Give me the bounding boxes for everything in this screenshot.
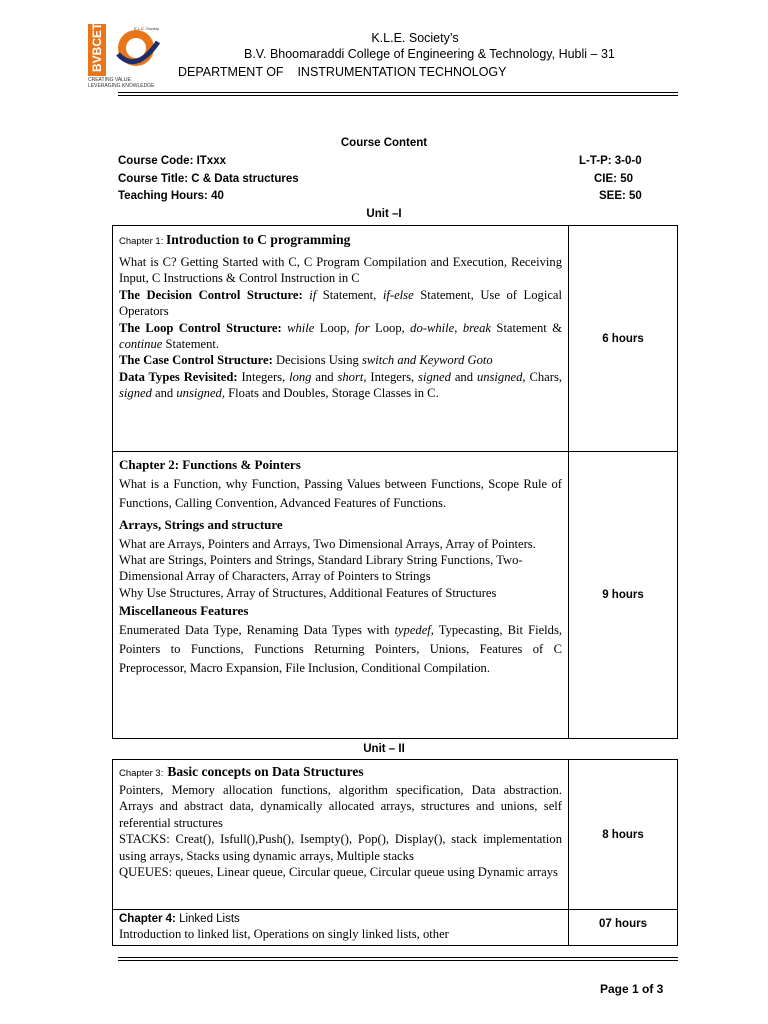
logo-vertical-text: BVBCET	[90, 24, 104, 72]
course-content-heading: Course Content	[340, 137, 428, 149]
course-code: Course Code: ITxxx	[118, 155, 226, 167]
see: SEE: 50	[599, 190, 642, 202]
decision-control-text: The Decision Control Structure: if Statement, if-else Statement, Use of Logical Operators	[119, 287, 562, 319]
chapter-4-cell	[113, 910, 569, 946]
loop-control-text: The Loop Control Structure: while Loop, for Loop, do-while, break Statement & continue Statement.	[119, 320, 562, 352]
logo-tagline-2: LEVERAGING KNOWLEDGE	[88, 83, 155, 88]
chapter-4-text: Introduction to linked list, Operations on singly linked lists, other	[119, 927, 449, 941]
chapter-1-hours: 6 hours	[569, 226, 678, 452]
chapter-4-title: Linked Lists	[179, 913, 240, 925]
chapter-1-title: Introduction to C programming	[166, 232, 351, 247]
ltp: L-T-P: 3-0-0	[579, 155, 642, 167]
chapter-4-hours: 07 hours	[569, 910, 678, 946]
table-row	[113, 910, 678, 946]
chapter-3-text-3: QUEUES: queues, Linear queue, Circular queue, Circular queue using Dynamic arrays	[119, 865, 558, 880]
misc-text: Enumerated Data Type, Renaming Data Types with typedef, Typecasting, Bit Fields, Pointers to Functions, Functions Returning Pointers, Unions, Features of C Preprocessor, Macro Expansion, File Inclusion, Conditional Compilation.	[119, 622, 563, 675]
footer-rule-thin	[118, 960, 678, 961]
table-row	[113, 452, 678, 739]
chapter-1-cell: Chapter 1: Introduction to C programming What is C? Getting Started with C, C Program Compilation and Execution, Receiving Input, C Instructions & Control Instruction in C The Decision Control Structure: if Statement, if-else Statement, Use of Logical Operators The Loop Control Structure: while Loop, for Loop, do-while, break Statement & continue Statement. The Case Control Structure: Decisions Using switch and Keyword Goto Data Types Revisited: Integers, long and short, Integers, signed and unsigned, Chars, signed and unsigned, Floats and Doubles, Storage Classes in C.	[113, 226, 569, 452]
logo-tagline-1: CREATING VALUE	[88, 77, 131, 83]
chapter-1-prefix: Chapter 1	[119, 236, 161, 247]
table-row	[113, 226, 678, 452]
unit-1-table	[112, 225, 678, 739]
chapter-2-cell	[113, 452, 569, 739]
arrays-text-2: What are Strings, Pointers and Strings, Standard Library String Functions, Two-Dimensional Array of Characters, Array of Pointers to Strings	[119, 553, 523, 584]
teaching-hours: Teaching Hours: 40	[118, 190, 224, 202]
department-name: DEPARTMENT OF INSTRUMENTATION TECHNOLOGY	[178, 65, 507, 79]
unit-2-label: Unit – II	[363, 743, 405, 755]
data-types-text: Data Types Revisited: Integers, long and short, Integers, signed and unsigned, Chars, signed and unsigned, Floats and Doubles, Storage Classes in C.	[119, 369, 562, 401]
header-rule-thin	[118, 95, 678, 96]
arrays-text-3: Why Use Structures, Array of Structures, Additional Features of Structures	[119, 585, 497, 600]
chapter-3-text-2: STACKS: Creat(), Isfull(),Push(), Isempty(), Pop(), Display(), stack implementation using arrays, Stacks using dynamic arrays, Multiple stacks	[119, 832, 562, 863]
cie: CIE: 50	[594, 173, 633, 185]
unit-2-table	[112, 759, 678, 946]
chapter-3-cell	[113, 760, 569, 910]
chapter-2-intro: What is a Function, why Function, Passing Values between Functions, Scope Rule of Functions, Calling Convention, Advanced Features of Functions.	[119, 477, 562, 510]
case-control-text: The Case Control Structure: Decisions Using switch and Keyword Goto	[119, 353, 493, 368]
arrays-section-title: Arrays, Strings and structure	[119, 517, 283, 532]
chapter-3-text-1: Pointers, Memory allocation functions, algorithm specification, Data abstraction. Arrays and abstract data, dynamically allocated arrays, structures and unions, self referential structures	[119, 783, 562, 830]
chapter-3-prefix: Chapter 3:	[119, 768, 164, 779]
chapter-3-hours: 8 hours	[569, 760, 678, 910]
header-rule	[118, 92, 678, 93]
chapter-1-intro: What is C? Getting Started with C, C Program Compilation and Execution, Receiving Input, C Instructions & Control Instruction in C	[119, 255, 562, 286]
logo-top-text: K.L.E. Society	[134, 26, 160, 31]
page-number: Page 1 of 3	[600, 982, 664, 996]
unit-1-label: Unit –I	[366, 208, 402, 220]
college-name: B.V. Bhoomaraddi College of Engineering & Technology, Hubli – 31	[244, 47, 615, 61]
society-name: K.L.E. Society’s	[371, 31, 459, 45]
chapter-2-hours: 9 hours	[569, 452, 678, 739]
chapter-2-title: Chapter 2: Functions & Pointers	[119, 457, 301, 472]
misc-section-title: Miscellaneous Features	[119, 602, 249, 618]
chapter-3-title: Basic concepts on Data Structures	[167, 764, 364, 779]
course-title: Course Title: C & Data structures	[118, 173, 299, 185]
table-row	[113, 760, 678, 910]
footer-rule	[118, 957, 678, 958]
chapter-4-prefix: Chapter 4:	[119, 913, 176, 925]
arrays-text-1: What are Arrays, Pointers and Arrays, Two Dimensional Arrays, Array of Pointers.	[119, 537, 536, 551]
